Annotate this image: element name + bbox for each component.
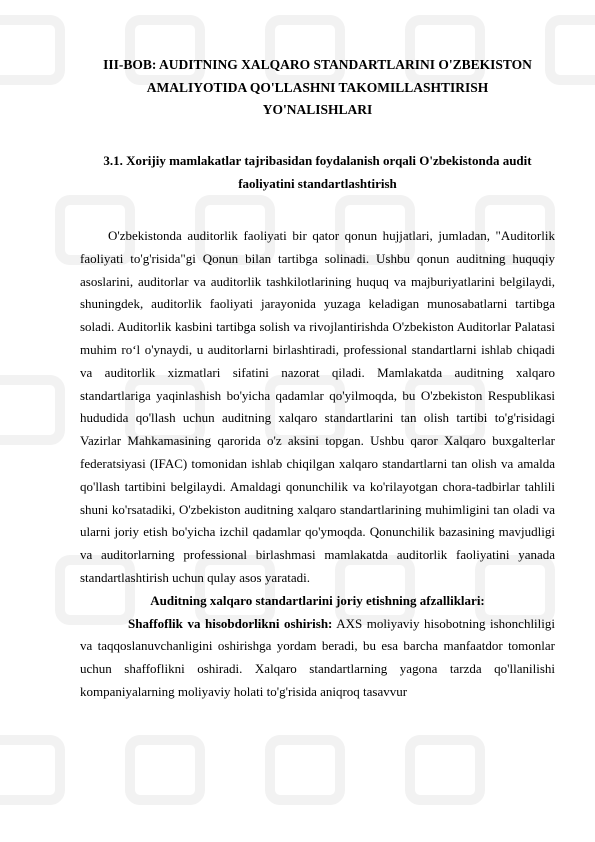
chapter-title-line-2: AMALIYOTIDA QO'LLASHNI TAKOMILLASHTIRISH <box>146 79 489 95</box>
paragraph-2 <box>80 613 555 704</box>
paragraph-1: O'zbekistonda auditorlik faoliyati bir qator qonun hujjatlari, jumladan, "Auditorlik faoliyati to'g'risida"gi Qonun bilan tartibga solinadi. Ushbu qonun auditning huquqiy asoslarini, auditorlar va auditorlik tashkilotlarining huquq va majburiyatlarini belgilaydi, shuningdek, auditorlik faoliyati jarayonida yuzaga keladigan munosabatlarni tartibga soladi. Auditorlik kasbini tartibga solish va rivojlantirishda O'zbekiston Auditorlar Palatasi muhim ro‘l o'ynaydi, u auditorlarni birlashtiradi, professional standartlarni ishlab chiqadi va auditorlik xizmatlari sifatini nazorat qiladi. Mamlakatda auditning xalqaro standartlariga yaqinlashish bo'yicha qadamlar qo'yilmoqda, bu O'zbekiston Respublikasi hududida qo'llash uchun auditning xalqaro standartlarini tan olish tartibi to'g'risidagi Vazirlar Mahkamasining qarorida o'z aksini topgan. Ushbu qaror Xalqaro buxgalterlar federatsiyasi (IFAC) tomonidan ishlab chiqilgan xalqaro standartlarni tan olish va amalda qo'llash tartibini belgilaydi. Amaldagi qonunchilik va ko'rilayotgan chora-tadbirlar tahlili shuni ko'rsatadiki, O'zbekiston auditning xalqaro standartlarining muhimligini tan oladi va ularni joriy etish bo'yicha izchil qadamlar qo'ymoqda. Qonunchilik bazasining mavjudligi va auditorlarning professional birlashmasi mamlakatda auditorlik faoliyatini yanada standartlashtirish uchun qulay asos yaratadi. <box>80 228 555 585</box>
section-title <box>80 150 555 195</box>
paragraph-2-text: AXS moliyaviy hisobotning ishonchliligi va taqqoslanuvchanligini oshirishga yordam beradi, bu esa barcha manfaatdor tomonlar uchun shaffoflikni oshiradi. Xalqaro standartlarning yagona tarzda qo'llanilishi kompaniyalarning moliyaviy holati to'g'risida aniqroq tasavvur <box>80 615 555 699</box>
section-title-line-1: 3.1. Xorijiy mamlakatlar tajribasidan foydalanish orqali O'zbekistonda audit <box>103 153 532 168</box>
section-title-line-2: faoliyatini standartlashtirish <box>238 175 397 191</box>
body-text <box>80 225 555 704</box>
chapter-title <box>80 54 555 122</box>
chapter-title-line-3: YO'NALISHLARI <box>262 102 373 118</box>
paragraph-2-lead: Shaffoflik va hisobdorlikni oshirish: <box>128 615 333 631</box>
chapter-title-line-1: III-BOB: AUDITNING XALQARO STANDARTLARINI O'ZBEKISTON <box>103 57 532 72</box>
subheading-advantages: Auditning xalqaro standartlarini joriy etishning afzalliklari: <box>150 592 485 608</box>
